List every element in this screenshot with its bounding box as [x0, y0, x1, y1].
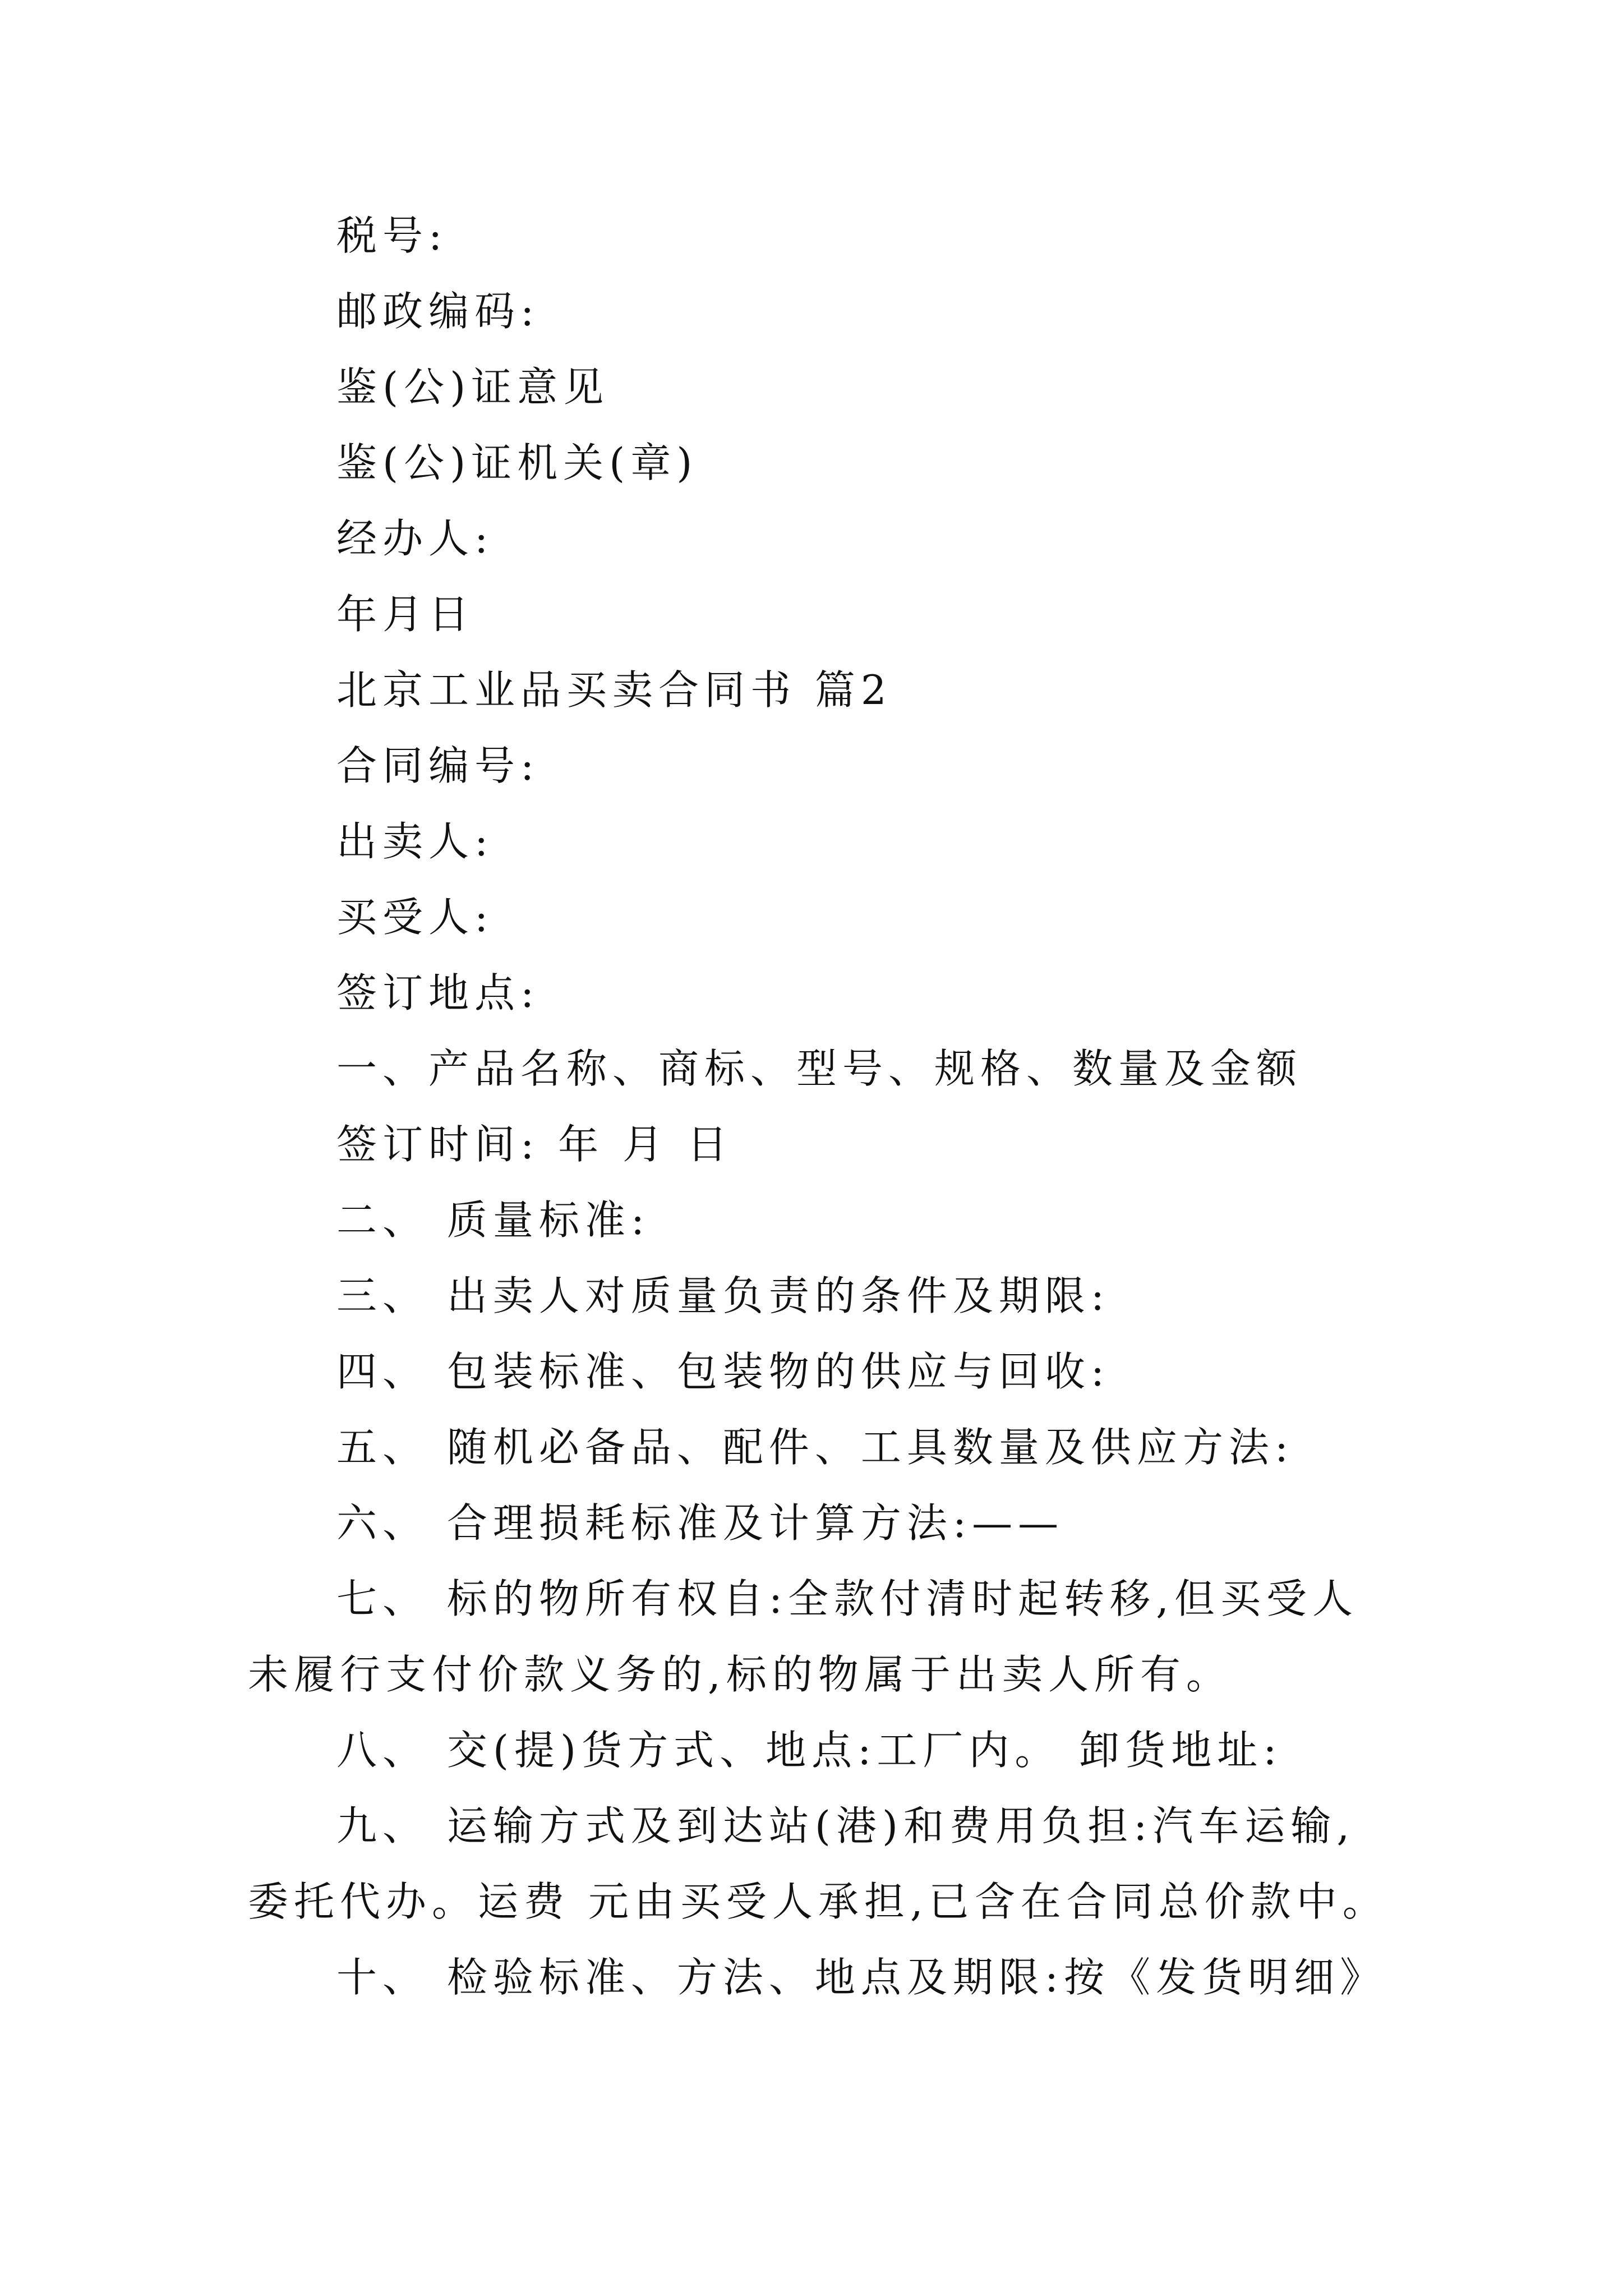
clause-2: 二、 质量标准:	[336, 1197, 651, 1244]
contract-number-label: 合同编号:	[336, 742, 540, 789]
clause-3: 三、 出卖人对质量负责的条件及期限:	[336, 1272, 1110, 1319]
signing-place-label: 签订地点:	[336, 969, 540, 1016]
date-label: 年月日	[336, 591, 475, 638]
clause-7-continued: 未履行支付价款义务的,标的物属于出卖人所有。	[248, 1651, 1232, 1698]
clause-9-continued: 委托代办。运费 元由买受人承担,已含在合同总价款中。	[248, 1878, 1389, 1925]
tax-number-label: 税号:	[336, 212, 448, 259]
signing-time-label: 签订时间: 年 月 日	[336, 1121, 733, 1168]
postal-code-label: 邮政编码:	[336, 288, 540, 335]
clause-8: 八、 交(提)货方式、地点:工厂内。 卸货地址:	[336, 1727, 1283, 1774]
clause-1: 一、产品名称、商标、型号、规格、数量及金额	[336, 1045, 1303, 1092]
clause-4: 四、 包装标准、包装物的供应与回收:	[336, 1348, 1110, 1395]
clause-5: 五、 随机必备品、配件、工具数量及供应方法:	[336, 1424, 1294, 1471]
buyer-label: 买受人:	[336, 894, 494, 941]
contract-title: 北京工业品买卖合同书 篇2	[336, 666, 892, 714]
handler-label: 经办人:	[336, 515, 494, 562]
notary-opinion-label: 鉴(公)证意见	[336, 364, 610, 411]
clause-7: 七、 标的物所有权自:全款付清时起转移,但买受人	[336, 1575, 1359, 1622]
clause-9: 九、 运输方式及到达站(港)和费用负担:汽车运输,	[336, 1802, 1355, 1849]
clause-10: 十、 检验标准、方法、地点及期限:按《发货明细》	[336, 1954, 1386, 2001]
seller-label: 出卖人:	[336, 818, 494, 865]
notary-office-seal-label: 鉴(公)证机关(章)	[336, 439, 698, 486]
clause-6: 六、 合理损耗标准及计算方法:——	[336, 1499, 1064, 1547]
